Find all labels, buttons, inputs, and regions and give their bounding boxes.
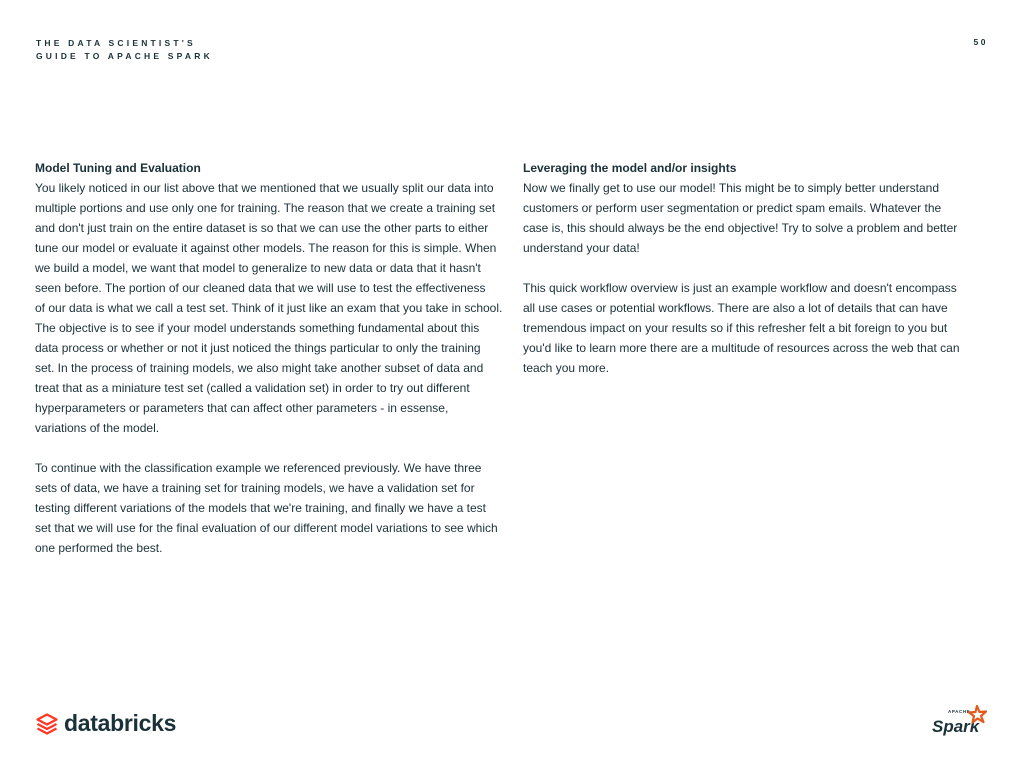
document-title-line-1: THE DATA SCIENTIST'S [36,38,196,48]
text-line: of our data is what we call a test set. Think of it just like an exam that you take in school. [35,301,503,315]
text-line: The objective is to see if your model understands something fundamental about this [35,321,480,335]
text-line: This quick workflow overview is just an example workflow and doesn't encompass [523,281,957,295]
text-line: tremendous impact on your results so if this refresher felt a bit foreign to you but [523,321,948,335]
text-line: To continue with the classification example we referenced previously. We have three [35,461,482,475]
text-line: Now we finally get to use our model! This might be to simply better understand [523,181,939,195]
text-line: teach you more. [523,361,610,375]
text-line: all use cases or potential workflows. There are also a lot of details that can have [523,301,948,315]
text-line: tune our model or evaluate it against other models. The reason for this is simple. When [35,241,497,255]
text-line: variations of the model. [35,421,160,435]
page-number: 50 [973,37,988,47]
text-line: hyperparameters or parameters that can affect other parameters - in essense, [35,401,449,415]
text-line: set that we will use for the final evaluation of our different model variations to see which [35,521,498,535]
paragraph [35,458,505,558]
paragraph [523,278,968,378]
section-heading-model-tuning: Model Tuning and Evaluation [35,161,201,175]
text-line: set. In the process of training models, we also might take another subset of data and [35,361,484,375]
document-title-line-2: GUIDE TO APACHE SPARK [36,50,213,61]
text-line: one performed the best. [35,541,163,555]
right-column [523,158,968,378]
databricks-logo [36,710,176,737]
text-line: You likely noticed in our list above that we mentioned that we usually split our data into [35,181,494,195]
databricks-wordmark: databricks [64,710,177,736]
text-line: you'd like to learn more there are a multitude of resources across the web that can [523,341,960,355]
paragraph [523,178,968,258]
text-line: customers or perform user segmentation or predict spam emails. Whatever the [523,201,942,215]
text-line: case is, this should always be the end objective! Try to solve a problem and better [523,221,958,235]
spark-apache-text: APACHE [948,709,971,714]
document-title [36,37,213,62]
apache-spark-logo [930,704,990,738]
text-line: and don't just train on the entire dataset is so that we can use the other parts to either [35,221,489,235]
text-line: data process or whether or not it just noticed the things particular to only the training [35,341,481,355]
paragraph [35,178,505,438]
databricks-stack-icon [36,712,58,736]
text-line: testing different variations of the models that we're training, and finally we have a test [35,501,486,515]
text-line: multiple portions and use only one for training. The reason that we create a training set [35,201,496,215]
text-line: sets of data, we have a training set for training models, we have a validation set for [35,481,475,495]
text-line: understand your data! [523,241,640,255]
text-line: we build a model, we want that model to generalize to new data or data that it hasn't [35,261,481,275]
spark-wordmark: Spark [932,717,980,736]
text-line: seen before. The portion of our cleaned data that we will use to test the effectiveness [35,281,486,295]
text-line: treat that as a miniature test set (called a validation set) in order to try out different [35,381,470,395]
section-heading-leveraging-model: Leveraging the model and/or insights [523,161,737,175]
left-column [35,158,505,558]
